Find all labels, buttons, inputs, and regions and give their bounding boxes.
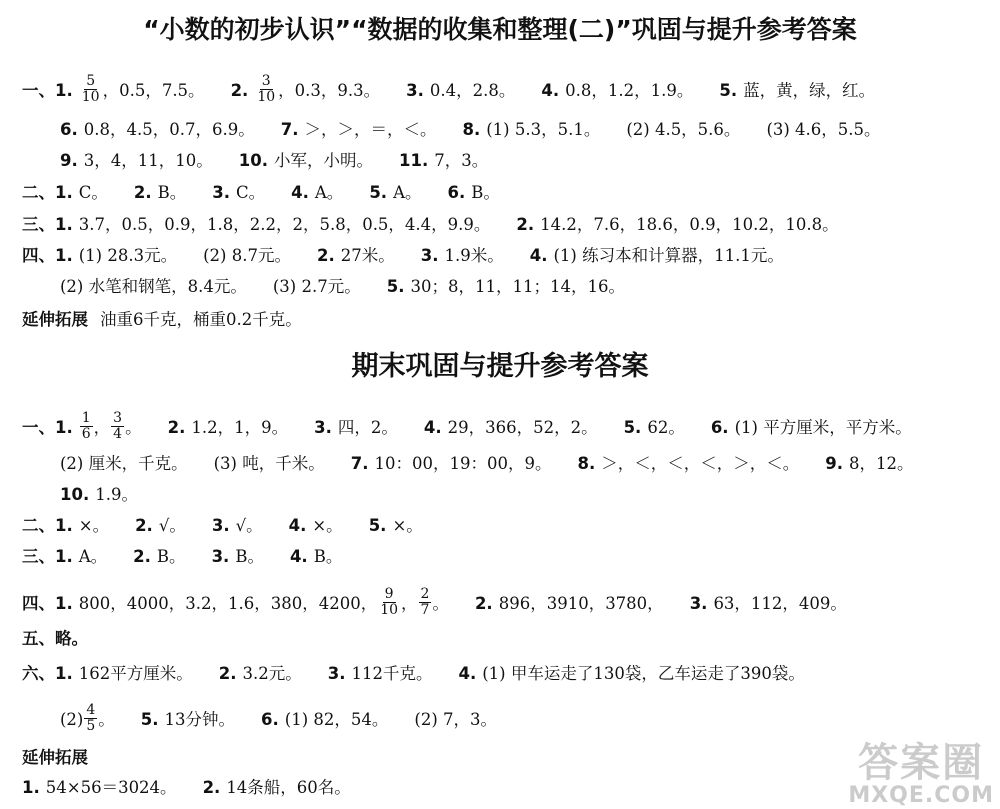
answer-text: 。 — [98, 710, 115, 729]
fraction: $\frac{9}{10}$ — [380, 586, 399, 618]
answer-text: ×。 — [312, 516, 343, 535]
question-number: 5. — [719, 81, 738, 100]
answer-text: ＞，＜，＜，＜，＞，＜。 — [601, 454, 800, 473]
answer-text: B。 — [235, 547, 264, 566]
question-number: 8. — [462, 120, 481, 139]
answer-line — [22, 747, 88, 769]
answer-line — [60, 484, 138, 506]
answer-text: 54×56＝3024。 — [45, 778, 177, 797]
answer-line — [22, 182, 500, 204]
answer-text: √。 — [158, 516, 186, 535]
section-label: 四、 — [22, 594, 55, 613]
question-number: 2. — [133, 183, 152, 202]
answer-text: 油重6千克，桶重0.2千克。 — [100, 310, 302, 329]
question-number: 1. — [55, 183, 73, 202]
question-number: 1. — [55, 594, 73, 613]
question-number: 2. — [516, 215, 535, 234]
answer-text: 3，4，11，10。 — [83, 151, 213, 170]
answer-text: 1.2，1，9。 — [191, 418, 289, 437]
answer-line — [22, 309, 302, 331]
answer-text: ×。 — [392, 516, 423, 535]
question-number: 5. — [140, 710, 159, 729]
answer-text: 3.7，0.5，0.9，1.8，2.2，2，5.8，0.5，4.4，9.9。 — [78, 215, 491, 234]
question-number: 2. — [135, 516, 153, 535]
answer-text: 896，3910，3780， — [498, 594, 664, 613]
answer-text: 27米。 — [340, 246, 395, 265]
question-number: 2. — [316, 246, 335, 265]
question-number: 2. — [202, 778, 221, 797]
answer-text: (1) 平方厘米，平方米。 — [734, 418, 912, 437]
section-label: 四、 — [22, 246, 55, 265]
question-number: 3. — [211, 547, 230, 566]
question-number: 3. — [212, 183, 231, 202]
watermark-url: MXQE.COM — [848, 783, 994, 808]
question-number: 7. — [350, 454, 369, 473]
section-label: 六、 — [22, 664, 55, 683]
fraction: $\frac{2}{7}$ — [420, 586, 430, 618]
answer-line — [22, 214, 839, 236]
question-number: 10. — [238, 151, 268, 170]
answer-text: 蓝，黄，绿，红。 — [743, 81, 876, 100]
question-number: 3. — [211, 516, 230, 535]
answer-text: A。 — [393, 183, 422, 202]
fraction: $\frac{3}{4}$ — [113, 410, 123, 442]
section-label: 一、 — [22, 418, 55, 437]
answer-line — [22, 73, 876, 107]
answer-text: 1.9。 — [95, 485, 138, 504]
section-label: 三、 — [22, 215, 55, 234]
answer-text: 13分钟。 — [164, 710, 236, 729]
answer-text: 112千克。 — [351, 664, 433, 683]
answer-line — [60, 276, 625, 298]
answer-text: ，0.5，7.5。 — [102, 81, 205, 100]
section-label: 一、 — [22, 81, 55, 100]
question-number: 8. — [577, 454, 596, 473]
question-number: 3. — [406, 81, 424, 100]
answer-line — [60, 453, 913, 475]
answer-line: 四、1. 800，4000，3.2，1.6，380，4200， $\frac{9}{10}$ ， $\frac{2}{7}$ 。 2. 896，3910，3780， 3. 63，112，409。 — [22, 586, 847, 618]
question-number: 1. — [55, 664, 73, 683]
question-number: 5. — [623, 418, 642, 437]
answer-text: 14条船，60名。 — [226, 778, 351, 797]
question-number: 2. — [133, 547, 151, 566]
answer-text: B。 — [156, 547, 186, 566]
answer-text: 。 — [125, 418, 142, 437]
answer-line — [60, 702, 498, 736]
question-number: 4. — [458, 664, 477, 683]
question-number: 1. — [55, 246, 73, 265]
question-number: 6. — [60, 120, 78, 139]
fraction: $\frac{3}{10}$ — [257, 73, 276, 105]
question-number: 2. — [474, 594, 493, 613]
answer-text: 0.8，4.5，0.7，6.9。 — [83, 120, 255, 139]
answer-text: B。 — [157, 183, 187, 202]
answer-line — [60, 119, 881, 141]
question-number: 5. — [369, 183, 388, 202]
question-number: 7. — [280, 120, 299, 139]
answer-text: 10：00，19：00，9。 — [374, 454, 552, 473]
answer-text: 62。 — [647, 418, 685, 437]
question-number: 3. — [420, 246, 439, 265]
answer-text: 3.2元。 — [242, 664, 302, 683]
answer-text: (1) 练习本和计算器，11.1元。 — [553, 246, 784, 265]
answer-line — [22, 245, 784, 267]
answer-text: 14.2，7.6，18.6，0.9，10.2，10.8。 — [540, 215, 839, 234]
answer-line — [22, 663, 805, 685]
question-number: 1. — [55, 81, 73, 100]
fraction: $\frac{4}{5}$ — [86, 702, 96, 734]
question-number: 4. — [289, 547, 308, 566]
question-number: 3. — [327, 664, 346, 683]
answer-text: (2) 4.5，5.6。 — [626, 120, 741, 139]
answer-text: (2) — [60, 710, 84, 729]
question-number: 3. — [314, 418, 332, 437]
answer-text: B。 — [313, 547, 343, 566]
fraction: $\frac{5}{10}$ — [81, 73, 100, 105]
section-label: 三、 — [22, 547, 55, 566]
question-number: 4. — [423, 418, 442, 437]
question-number: 9. — [60, 151, 78, 170]
answer-text: ，0.3，9.3。 — [278, 81, 381, 100]
question-number: 9. — [825, 454, 843, 473]
answer-text: (2) 水笔和钢笔，8.4元。 — [60, 277, 247, 296]
answer-text: C。 — [236, 183, 266, 202]
answer-text: 800，4000，3.2，1.6，380，4200， — [78, 594, 378, 613]
watermark-logo-text: 答案圈 — [858, 740, 985, 786]
answer-text: 63，112，409。 — [713, 594, 847, 613]
question-number: 4. — [529, 246, 548, 265]
question-number: 4. — [541, 81, 560, 100]
question-number: 1. — [55, 516, 73, 535]
answer-line — [22, 546, 342, 568]
question-number: 3. — [689, 594, 708, 613]
question-number: 11. — [398, 151, 429, 170]
question-number: 2. — [167, 418, 186, 437]
answer-text: 8，12。 — [848, 454, 914, 473]
section-label: 五、略。 — [22, 629, 88, 648]
answer-text: A。 — [314, 183, 344, 202]
answer-line — [22, 628, 88, 650]
section-title: 期末巩固与提升参考答案 — [351, 351, 649, 382]
question-number: 1. — [55, 547, 73, 566]
answer-text: (3) 吨，千米。 — [213, 454, 325, 473]
answer-text: √。 — [235, 516, 263, 535]
answer-text: (1) 28.3元。 — [78, 246, 178, 265]
answer-line — [22, 777, 351, 799]
section-label: 二、 — [22, 183, 55, 202]
answer-text: B。 — [471, 183, 500, 202]
question-number: 2. — [218, 664, 237, 683]
question-number: 5. — [386, 277, 405, 296]
answer-text: 1.9米。 — [444, 246, 504, 265]
question-number: 2. — [230, 81, 249, 100]
answer-text: (1) 5.3，5.1。 — [486, 120, 601, 139]
question-number: 5. — [368, 516, 387, 535]
answer-text: A。 — [78, 547, 108, 566]
watermark — [848, 741, 994, 807]
page-title: “小数的初步认识”“数据的收集和整理(二)”巩固与提升参考答案 — [143, 15, 857, 44]
answer-text: 29，366，52，2。 — [447, 418, 598, 437]
answer-text: (3) 4.6，5.5。 — [766, 120, 881, 139]
answer-text: 162平方厘米。 — [78, 664, 193, 683]
answer-text: 0.4，2.8。 — [429, 81, 516, 100]
answer-line — [22, 515, 423, 537]
question-number: 6. — [447, 183, 466, 202]
answer-text: (2) 7，3。 — [414, 710, 498, 729]
answer-text: 。 — [432, 594, 449, 613]
answer-text: (2) 厘米，千克。 — [60, 454, 188, 473]
answer-line: 一、1. $\frac{1}{6}$ ， $\frac{3}{4}$ 。 2. 1.2，1，9。 3. 四，2。 4. 29，366，52，2。 5. 62。 6. (1) 平方厘米，平方米。 — [22, 410, 912, 442]
answer-text: 30；8，11，11；14，16。 — [410, 277, 625, 296]
question-number: 1. — [55, 215, 73, 234]
answer-text: (2) 8.7元。 — [203, 246, 291, 265]
answer-text: (1) 82，54。 — [284, 710, 389, 729]
question-number: 6. — [710, 418, 729, 437]
answer-text: (1) 甲车运走了130袋，乙车运走了390袋。 — [482, 664, 805, 683]
extension-label: 延伸拓展 — [22, 748, 88, 767]
question-number: 10. — [60, 485, 90, 504]
section-label: 二、 — [22, 516, 55, 535]
answer-text: 0.8，1.2，1.9。 — [565, 81, 694, 100]
question-number: 4. — [288, 516, 307, 535]
question-number: 6. — [261, 710, 279, 729]
answer-text: 7，3。 — [434, 151, 489, 170]
answer-text: C。 — [78, 183, 108, 202]
extension-label: 延伸拓展 — [22, 310, 88, 329]
fraction: $\frac{1}{6}$ — [81, 410, 91, 442]
answer-text: 小军，小明。 — [273, 151, 373, 170]
question-number: 4. — [291, 183, 309, 202]
answer-text: ＞，＞，＝，＜。 — [304, 120, 437, 139]
answer-text: 四，2。 — [337, 418, 398, 437]
question-number: 1. — [22, 778, 40, 797]
answer-text: ×。 — [78, 516, 110, 535]
answer-text: (3) 2.7元。 — [272, 277, 361, 296]
question-number: 1. — [55, 418, 73, 437]
answer-line — [60, 150, 488, 172]
